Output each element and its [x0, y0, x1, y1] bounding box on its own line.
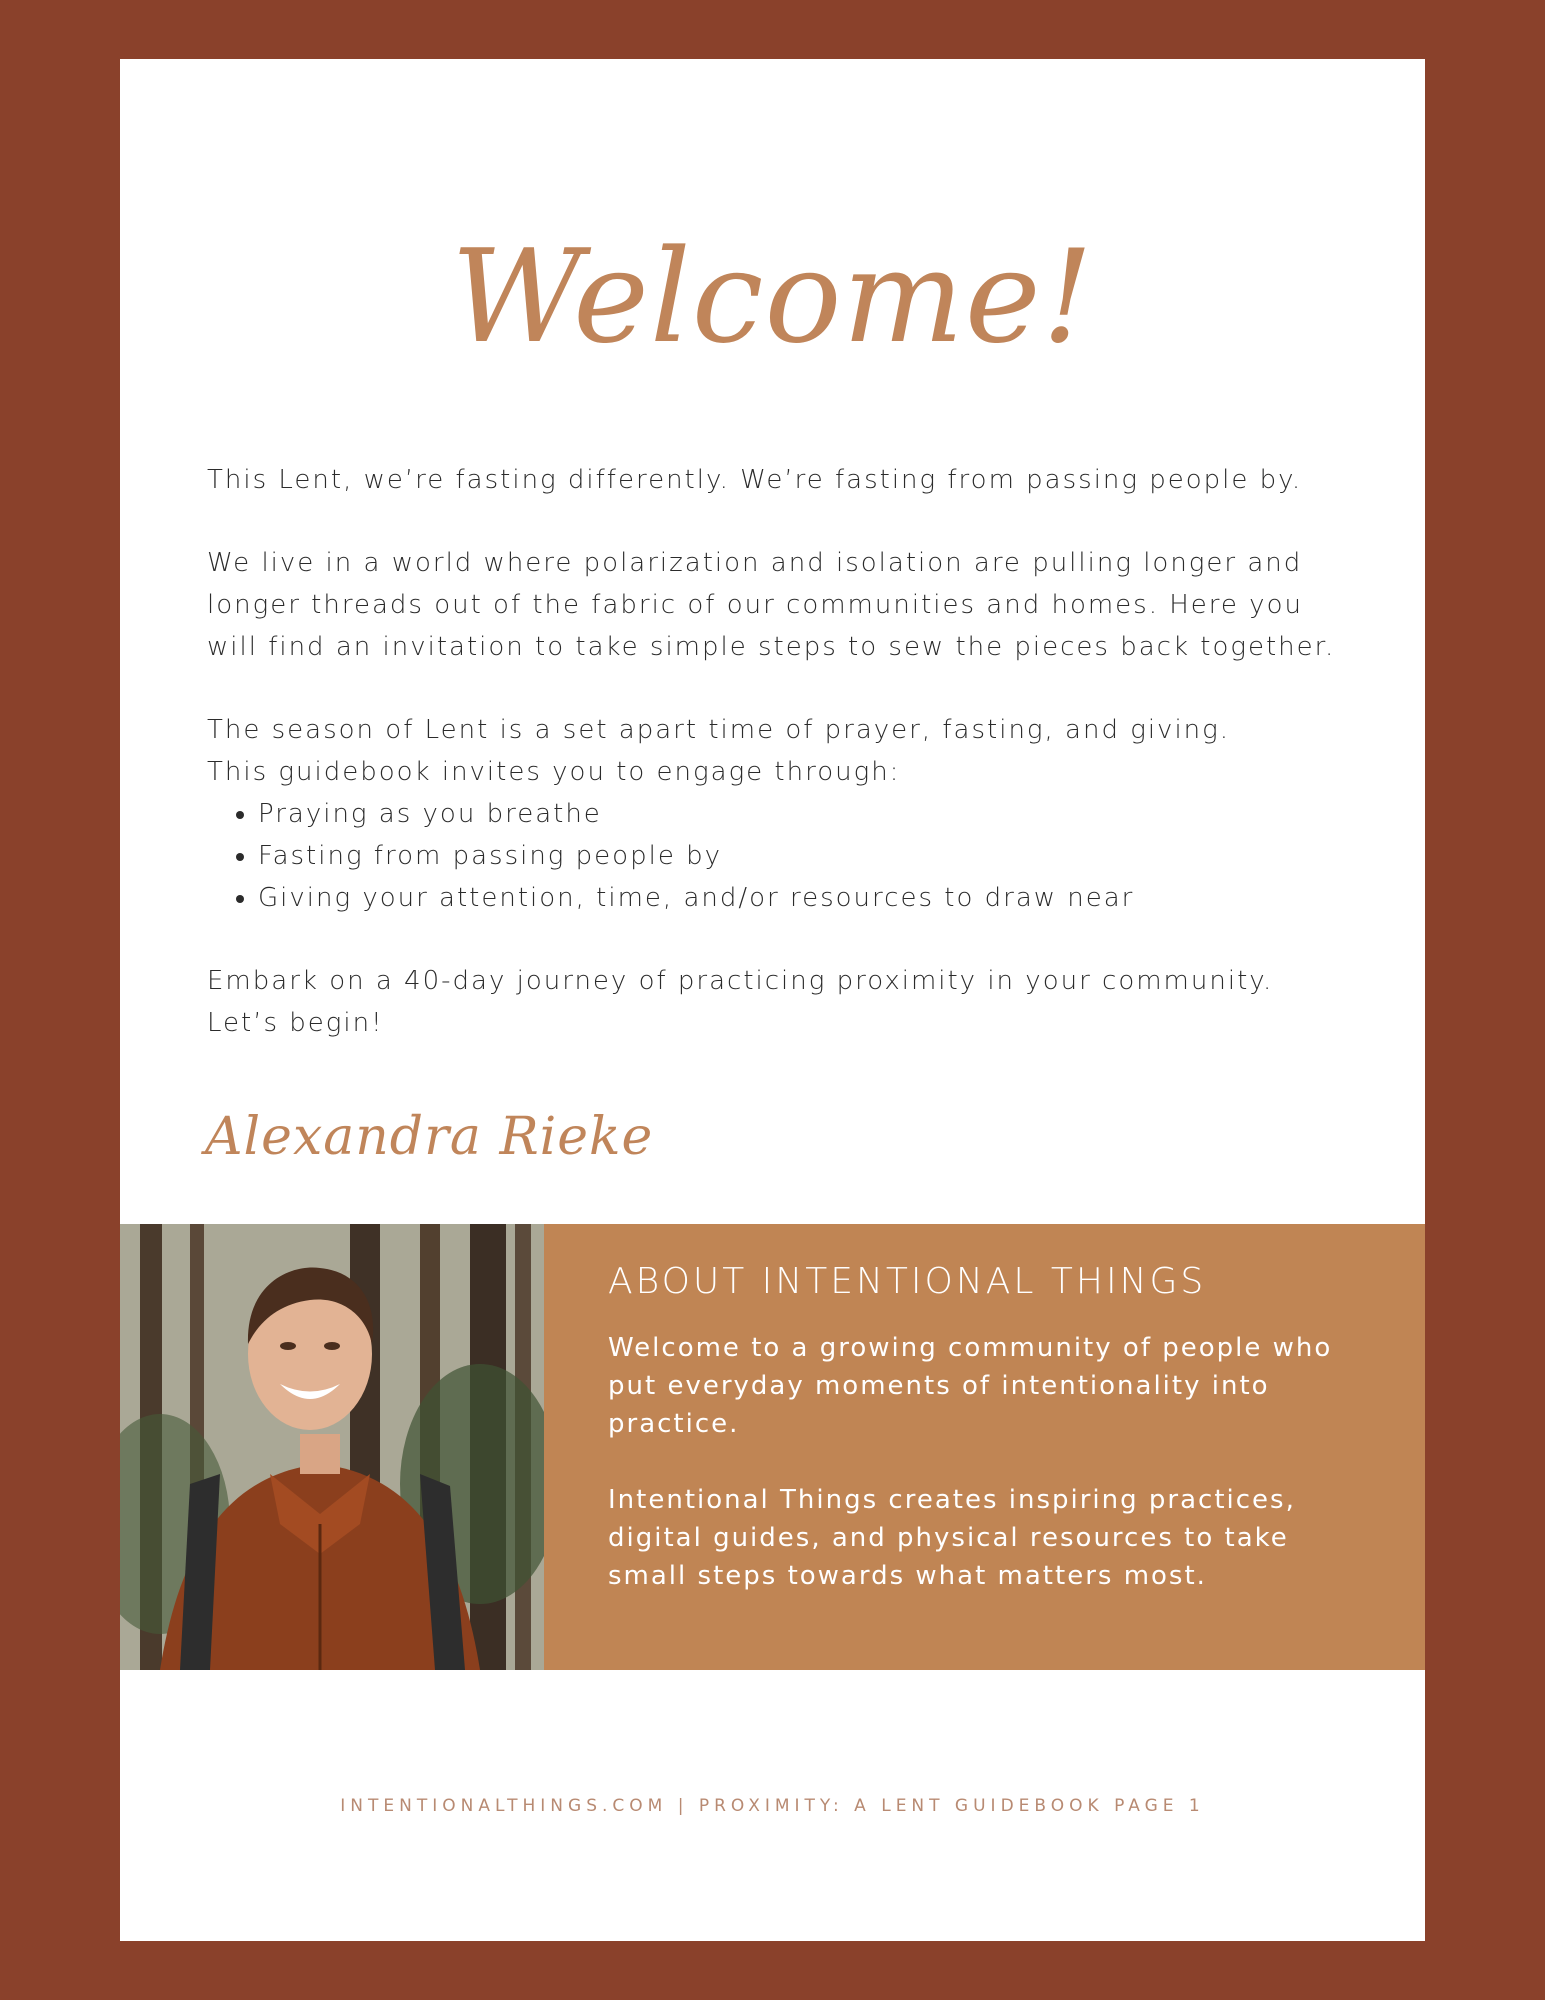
intro-paragraph-3-line-2: This guidebook invites you to engage through:	[207, 757, 901, 787]
intro-paragraph-1: This Lent, we’re fasting differently. We’re fasting from passing people by.	[207, 465, 1303, 495]
practice-item-giving: • Giving your attention, time, and/or resources to draw near	[258, 877, 1357, 919]
intro-paragraph-2: We live in a world where polarization and isolation are pulling longer and longer threads out of the fabric of our communities and homes. Here you will find an invitation to take simple steps to sew the pieces back together.	[207, 548, 1336, 662]
about-paragraph-1: Welcome to a growing community of people who put everyday moments of intentionality into practice.	[608, 1333, 1333, 1440]
practice-item-fasting: • Fasting from passing people by	[258, 835, 1357, 877]
intro-paragraph-3-line-1: The season of Lent is a set apart time of prayer, fasting, and giving.	[207, 715, 1231, 745]
about-panel	[544, 1224, 1425, 1670]
author-photo	[120, 1224, 544, 1670]
signature: Alexandra Rieke	[205, 1107, 654, 1167]
about-title: ABOUT INTENTIONAL THINGS	[608, 1261, 1207, 1302]
practice-list	[207, 793, 1357, 919]
intro-paragraph-4-line-2: Let’s begin!	[207, 1008, 384, 1038]
intro-text	[207, 459, 1357, 1044]
practice-item-praying: • Praying as you breathe	[258, 793, 1357, 835]
page-footer: INTENTIONALTHINGS.COM | PROXIMITY: A LENT GUIDEBOOK PAGE 1	[340, 1796, 1205, 1816]
page	[120, 59, 1425, 1941]
about-section	[120, 1224, 1425, 1670]
intro-paragraph-4-line-1: Embark on a 40-day journey of practicing proximity in your community.	[207, 966, 1274, 996]
about-paragraph-2: Intentional Things creates inspiring practices, digital guides, and physical resources to take small steps towards what matters most.	[608, 1485, 1296, 1592]
author-photo-illustration	[120, 1224, 544, 1670]
welcome-heading: Welcome!	[450, 223, 1095, 372]
